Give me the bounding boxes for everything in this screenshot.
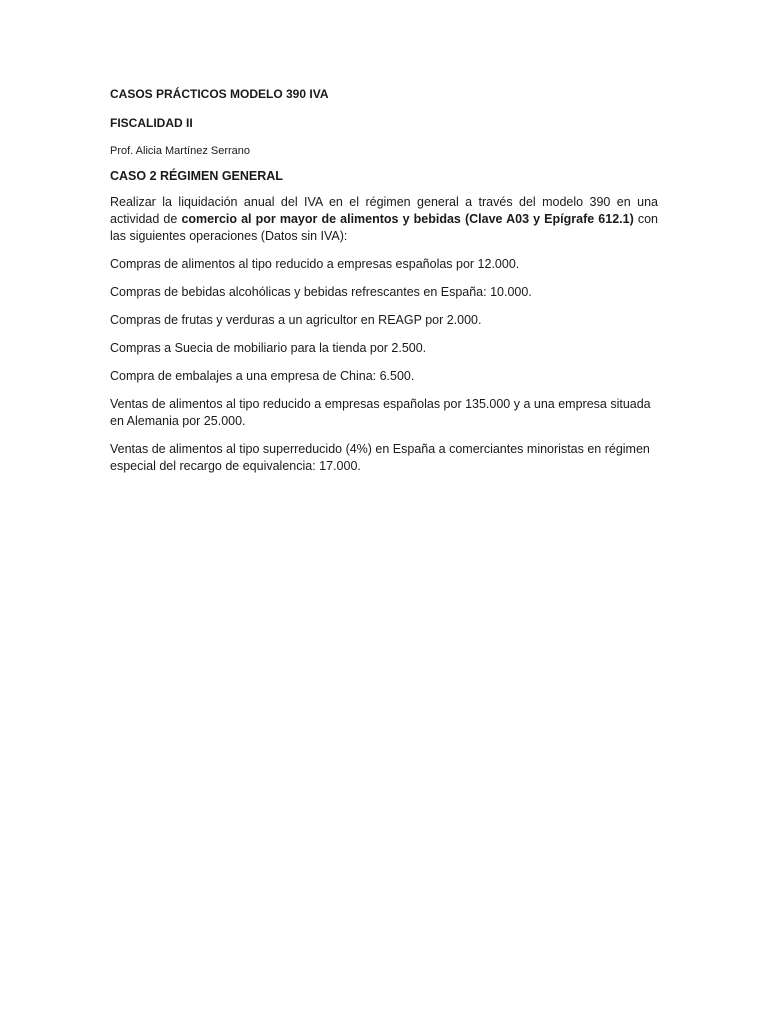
- operation-item: Ventas de alimentos al tipo superreducido (4%) en España a comerciantes minoristas en régimen especial del recargo de equivalencia: 17.000.: [110, 442, 650, 473]
- document-title: CASOS PRÁCTICOS MODELO 390 IVA: [110, 87, 329, 101]
- intro-text-part1: Realizar la liquidación anual del IVA en el régimen general a través del modelo 390 en una actividad de: [110, 195, 658, 226]
- operation-item: Compra de embalajes a una empresa de China: 6.500.: [110, 369, 415, 383]
- intro-paragraph: [110, 194, 658, 245]
- professor-name: Prof. Alicia Martínez Serrano: [110, 145, 251, 157]
- operation-item: Compras de alimentos al tipo reducido a empresas españolas por 12.000.: [110, 257, 520, 271]
- document-content: [110, 86, 658, 486]
- operation-item: Ventas de alimentos al tipo reducido a empresas españolas por 135.000 y a una empresa situada en Alemania por 25.000.: [110, 397, 651, 428]
- operation-item: Compras de bebidas alcohólicas y bebidas refrescantes en España: 10.000.: [110, 285, 532, 299]
- subject-title: FISCALIDAD II: [110, 116, 193, 130]
- intro-text-part2: con las siguientes operaciones (Datos sin IVA):: [110, 212, 658, 243]
- operation-item: Compras de frutas y verduras a un agricultor en REAGP por 2.000.: [110, 313, 482, 327]
- operation-item: Compras a Suecia de mobiliario para la tienda por 2.500.: [110, 341, 427, 355]
- intro-text-bold: comercio al por mayor de alimentos y bebidas (Clave A03 y Epígrafe 612.1): [181, 212, 634, 226]
- case-title: CASO 2 RÉGIMEN GENERAL: [110, 169, 283, 183]
